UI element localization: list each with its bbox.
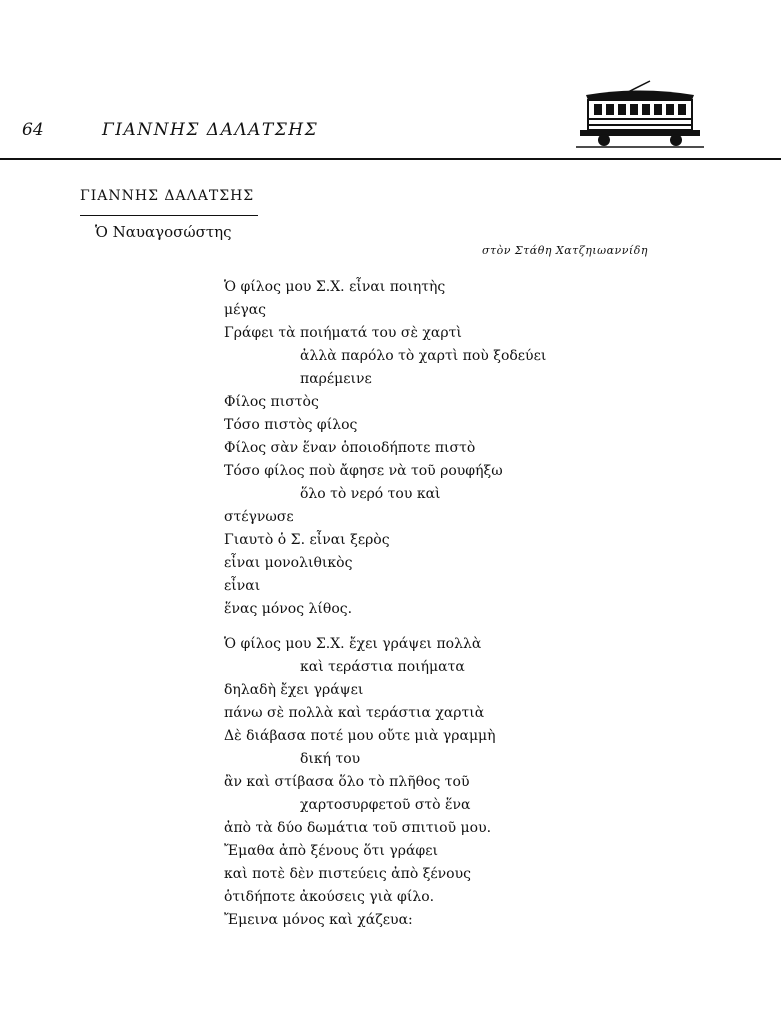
poem-line: Ὁ φίλος μου Σ.Χ. εἶναι ποιητὴς [224, 279, 446, 295]
poem-line: καὶ ποτὲ δὲν πιστεύεις ἀπὸ ξένους [224, 866, 471, 882]
poem-line: Τόσο φίλος ποὺ ἄφησε νὰ τοῦ ρουφήξω [224, 463, 503, 479]
poem-line: καὶ τεράστια ποιήματα [300, 659, 465, 675]
poem-line: παρέμεινε [300, 371, 372, 387]
poem-author: ΓΙΑΝΝΗΣ ΔΑΛΑΤΣΗΣ [80, 188, 255, 204]
stanza-1 [224, 276, 546, 621]
poem-line: Φίλος σὰν ἕναν ὁποιοδήποτε πιστὸ [224, 440, 476, 456]
poem-line: ἂν καὶ στίβασα ὅλο τὸ πλῆθος τοῦ [224, 774, 470, 790]
poem-line: ἀλλὰ παρόλο τὸ χαρτὶ ποὺ ξοδεύει [300, 348, 547, 364]
poem-line: Γράφει τὰ ποιήματά του σὲ χαρτὶ [224, 325, 462, 341]
poem-line: Δὲ διάβασα ποτέ μου οὔτε μιὰ γραμμὴ [224, 728, 496, 744]
poem-line: πάνω σὲ πολλὰ καὶ τεράστια χαρτιὰ [224, 705, 485, 721]
header-rule [0, 158, 781, 160]
stanza-2 [224, 633, 496, 932]
poem-line: εἶναι μονολιθικὸς [224, 555, 353, 571]
poem-line: Ἔμεινα μόνος καὶ χάζευα: [224, 912, 413, 928]
running-title: ΓΙΑΝΝΗΣ ΔΑΛΑΤΣΗΣ [102, 120, 319, 140]
poem-line: ἀπὸ τὰ δύο δωμάτια τοῦ σπιτιοῦ μου. [224, 820, 492, 836]
poem-line: στέγνωσε [224, 509, 294, 525]
poem-title: Ὁ Ναυαγοσώστης [95, 223, 232, 241]
poem-line: δηλαδὴ ἔχει γράψει [224, 682, 364, 698]
tram-car-icon [576, 78, 704, 150]
poem-line: Ὁ φίλος μου Σ.Χ. ἔχει γράψει πολλὰ [224, 636, 482, 652]
poem-line: δική του [300, 751, 361, 767]
poem-line: χαρτοσυρφετοῦ στὸ ἕνα [300, 797, 471, 813]
poem-line: ὅλο τὸ νερό του καὶ [300, 486, 441, 502]
poem-line: μέγας [224, 302, 267, 318]
page-number: 64 [22, 120, 44, 140]
poem-dedication: στὸν Στάθη Χατζηιωαννίδη [482, 244, 648, 257]
poem-line: ἕνας μόνος λίθος. [224, 601, 353, 617]
author-underline [80, 215, 258, 216]
poem-line: Φίλος πιστὸς [224, 394, 319, 410]
poem-line: Ἔμαθα ἀπὸ ξένους ὅτι γράφει [224, 843, 438, 859]
poem-line: εἶναι [224, 578, 261, 594]
poem-line: Γιαυτὸ ὁ Σ. εἶναι ξερὸς [224, 532, 390, 548]
poem-line: Τόσο πιστὸς φίλος [224, 417, 358, 433]
poem-line: ὁτιδήποτε ἀκούσεις γιὰ φίλο. [224, 889, 435, 905]
